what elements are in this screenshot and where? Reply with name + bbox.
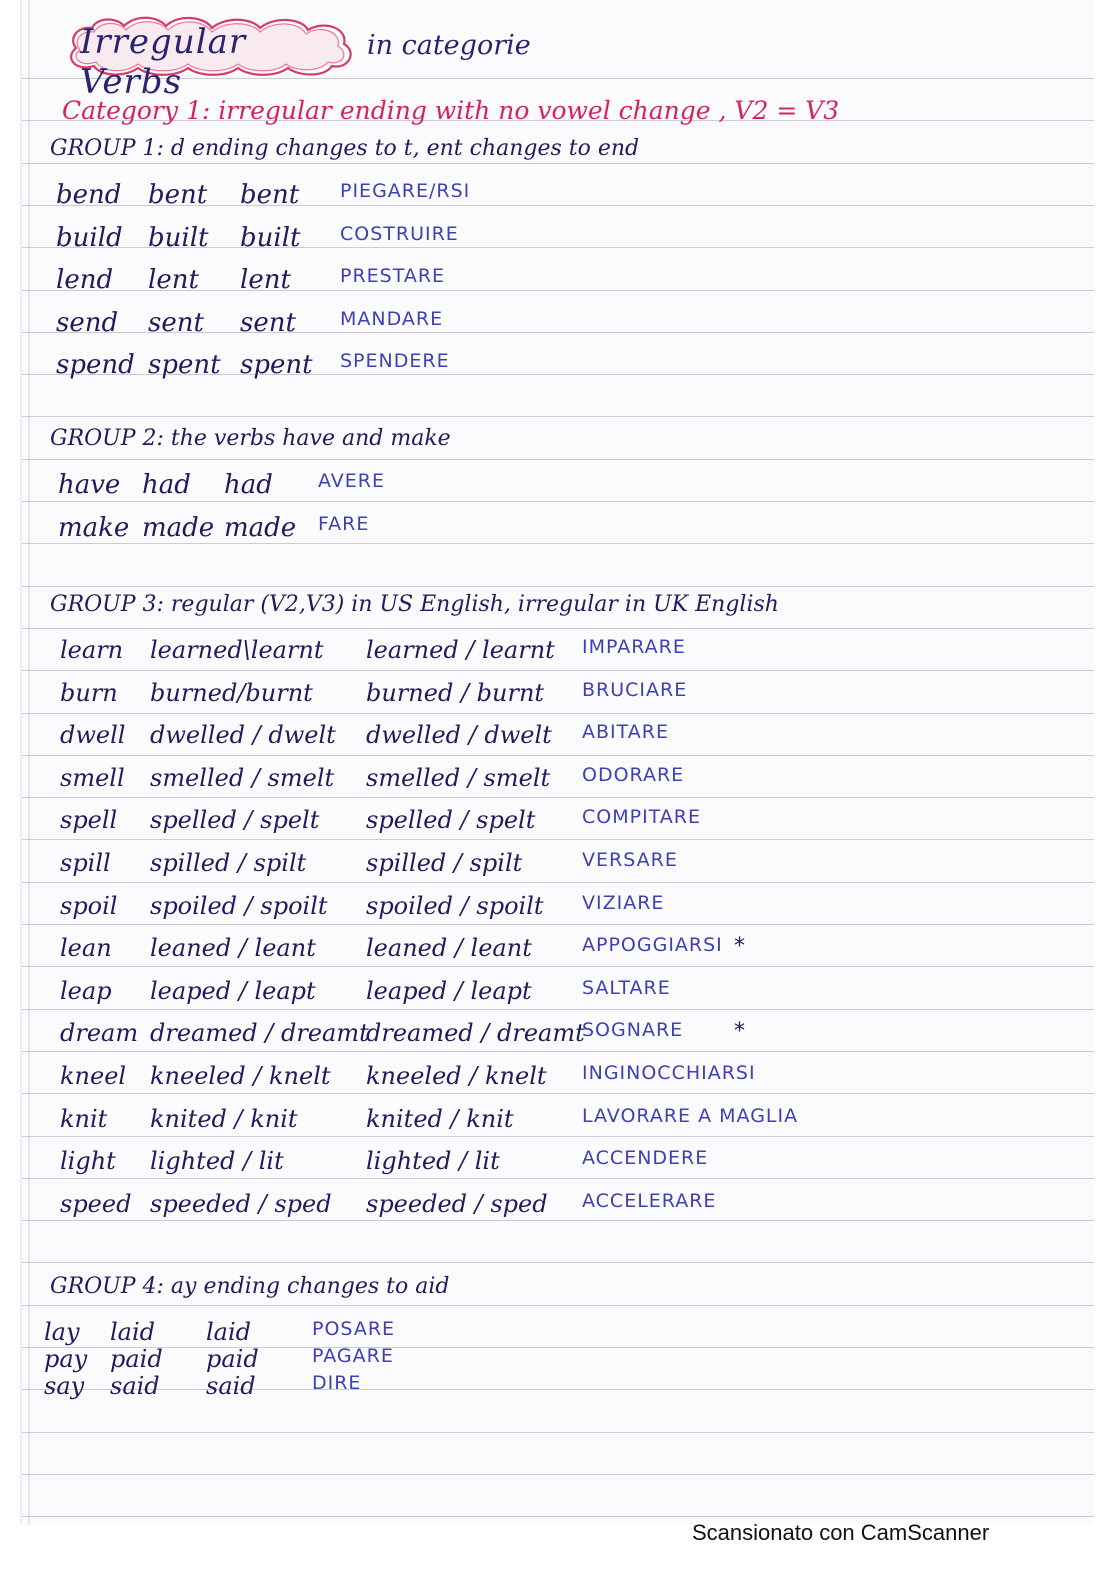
title-block [62, 10, 352, 102]
italian-translation: PAGARE [312, 1345, 394, 1367]
italian-translation: IMPARARE [582, 636, 686, 658]
italian-translation: INGINOCCHIARSI [582, 1062, 756, 1084]
ruled-line [22, 1347, 1094, 1348]
verb-past-simple: smelled / smelt [150, 764, 335, 792]
verb-base-form: spell [60, 806, 118, 834]
ruled-line [22, 1136, 1094, 1137]
italian-translation: COMPITARE [582, 806, 702, 828]
verb-past-participle: smelled / smelt [366, 764, 551, 792]
ruled-line [22, 797, 1094, 798]
verb-past-simple: spoiled / spoilt [150, 892, 328, 920]
verb-past-participle: lent [240, 265, 291, 295]
verb-base-form: have [58, 470, 121, 500]
ruled-line [22, 1220, 1094, 1221]
italian-translation: PRESTARE [340, 265, 446, 287]
verb-base-form: dream [60, 1019, 139, 1047]
ruled-line [22, 882, 1094, 883]
verb-past-simple: bent [148, 180, 208, 210]
verb-past-participle: spent [240, 350, 313, 380]
ruled-line [22, 713, 1094, 714]
verb-base-form: spill [60, 849, 111, 877]
verb-past-simple: spelled / spelt [150, 806, 320, 834]
verb-past-simple: paid [110, 1345, 163, 1373]
verb-past-participle: made [224, 513, 297, 543]
verb-past-simple: leaped / leapt [150, 977, 316, 1005]
verb-past-simple: spilled / spilt [150, 849, 307, 877]
ruled-line [22, 1305, 1094, 1306]
verb-past-participle: dwelled / dwelt [366, 721, 552, 749]
italian-translation: POSARE [312, 1318, 396, 1340]
verb-past-simple: had [142, 470, 191, 500]
verb-base-form: light [60, 1147, 116, 1175]
italian-translation: ABITARE [582, 721, 669, 743]
ruled-line [22, 1389, 1094, 1390]
verb-past-participle: lighted / lit [366, 1147, 500, 1175]
ruled-line [22, 966, 1094, 967]
italian-translation: DIRE [312, 1372, 362, 1394]
verb-past-participle: spoiled / spoilt [366, 892, 544, 920]
verb-past-participle: bent [240, 180, 300, 210]
verb-past-participle: built [240, 223, 301, 253]
verb-past-simple: burned/burnt [150, 679, 313, 707]
verb-past-participle: dreamed / dreamt [366, 1019, 585, 1047]
italian-translation: PIEGARE/RSI [340, 180, 471, 202]
asterisk-mark: * [734, 1019, 745, 1044]
verb-past-participle: burned / burnt [366, 679, 545, 707]
ruled-line [22, 1093, 1094, 1094]
verb-base-form: lend [56, 265, 114, 295]
verb-past-simple: dwelled / dwelt [150, 721, 336, 749]
group-2-heading: GROUP 2: the verbs have and make [50, 426, 451, 451]
verb-past-simple: said [110, 1372, 160, 1400]
verb-base-form: build [56, 223, 123, 253]
category-1-heading: Category 1: irregular ending with no vowel change , V2 = V3 [62, 96, 840, 125]
verb-past-simple: laid [110, 1318, 156, 1346]
verb-base-form: kneel [60, 1062, 127, 1090]
italian-translation: SALTARE [582, 977, 671, 999]
verb-past-simple: built [148, 223, 209, 253]
verb-past-simple: kneeled / knelt [150, 1062, 331, 1090]
verb-base-form: learn [60, 636, 124, 664]
verb-past-participle: spelled / spelt [366, 806, 536, 834]
verb-base-form: lean [60, 934, 112, 962]
verb-past-participle: laid [206, 1318, 252, 1346]
italian-translation: AVERE [318, 470, 385, 492]
ruled-line [22, 163, 1094, 164]
verb-past-simple: spent [148, 350, 221, 380]
page-title: Irregular Verbs [80, 22, 247, 102]
verb-base-form: lay [44, 1318, 80, 1346]
verb-past-participle: had [224, 470, 273, 500]
verb-base-form: spoil [60, 892, 118, 920]
verb-past-simple: leaned / leant [150, 934, 316, 962]
italian-translation: VERSARE [582, 849, 678, 871]
ruled-line [22, 501, 1094, 502]
verb-past-participle: knited / knit [366, 1105, 514, 1133]
ruled-line [22, 839, 1094, 840]
verb-base-form: spend [56, 350, 135, 380]
ruled-line [22, 1262, 1094, 1263]
verb-past-participle: leaped / leapt [366, 977, 532, 1005]
verb-base-form: leap [60, 977, 112, 1005]
italian-translation: LAVORARE A MAGLIA [582, 1105, 799, 1127]
ruled-line [22, 1432, 1094, 1433]
italian-translation: APPOGGIARSI [582, 934, 723, 956]
ruled-line [22, 543, 1094, 544]
page-margin-line [28, 0, 30, 1525]
group-3-heading: GROUP 3: regular (V2,V3) in US English, irregular in UK English [50, 592, 779, 617]
verb-past-participle: said [206, 1372, 256, 1400]
page-subtitle: in categorie [367, 30, 531, 61]
ruled-line [22, 1051, 1094, 1052]
ruled-line [22, 1474, 1094, 1475]
ruled-line [22, 1516, 1094, 1517]
verb-past-participle: sent [240, 308, 296, 338]
ruled-line [22, 628, 1094, 629]
group-1-heading: GROUP 1: d ending changes to t, ent changes to end [50, 136, 640, 161]
verb-past-participle: leaned / leant [366, 934, 532, 962]
italian-translation: ACCELERARE [582, 1190, 717, 1212]
verb-base-form: say [44, 1372, 85, 1400]
ruled-line [22, 459, 1094, 460]
verb-past-participle: spilled / spilt [366, 849, 523, 877]
verb-base-form: bend [56, 180, 122, 210]
verb-past-participle: learned / learnt [366, 636, 555, 664]
verb-base-form: burn [60, 679, 118, 707]
ruled-line [22, 670, 1094, 671]
verb-past-simple: knited / knit [150, 1105, 298, 1133]
verb-past-simple: lighted / lit [150, 1147, 284, 1175]
ruled-line [22, 1009, 1094, 1010]
ruled-line [22, 1178, 1094, 1179]
italian-translation: SOGNARE [582, 1019, 684, 1041]
verb-past-simple: lent [148, 265, 199, 295]
group-4-heading: GROUP 4: ay ending changes to aid [50, 1274, 450, 1299]
verb-past-simple: sent [148, 308, 204, 338]
italian-translation: ACCENDERE [582, 1147, 709, 1169]
italian-translation: ODORARE [582, 764, 685, 786]
notebook-page [22, 0, 1094, 1525]
verb-past-simple: dreamed / dreamt [150, 1019, 369, 1047]
ruled-line [22, 586, 1094, 587]
verb-past-participle: speeded / sped [366, 1190, 548, 1218]
ruled-line [22, 416, 1094, 417]
italian-translation: COSTRUIRE [340, 223, 459, 245]
verb-base-form: pay [44, 1345, 88, 1373]
ruled-line [22, 755, 1094, 756]
verb-base-form: speed [60, 1190, 132, 1218]
verb-base-form: knit [60, 1105, 108, 1133]
verb-base-form: send [56, 308, 119, 338]
italian-translation: SPENDERE [340, 350, 450, 372]
verb-past-participle: kneeled / knelt [366, 1062, 547, 1090]
asterisk-mark: * [734, 934, 745, 959]
verb-base-form: smell [60, 764, 125, 792]
italian-translation: MANDARE [340, 308, 444, 330]
ruled-line [22, 924, 1094, 925]
verb-past-simple: made [142, 513, 215, 543]
verb-base-form: make [58, 513, 130, 543]
verb-past-participle: paid [206, 1345, 259, 1373]
verb-past-simple: speeded / sped [150, 1190, 332, 1218]
italian-translation: VIZIARE [582, 892, 665, 914]
verb-base-form: dwell [60, 721, 126, 749]
italian-translation: FARE [318, 513, 370, 535]
scanner-watermark: Scansionato con CamScanner [692, 1520, 990, 1545]
verb-past-simple: learned\learnt [150, 636, 324, 664]
italian-translation: BRUCIARE [582, 679, 688, 701]
